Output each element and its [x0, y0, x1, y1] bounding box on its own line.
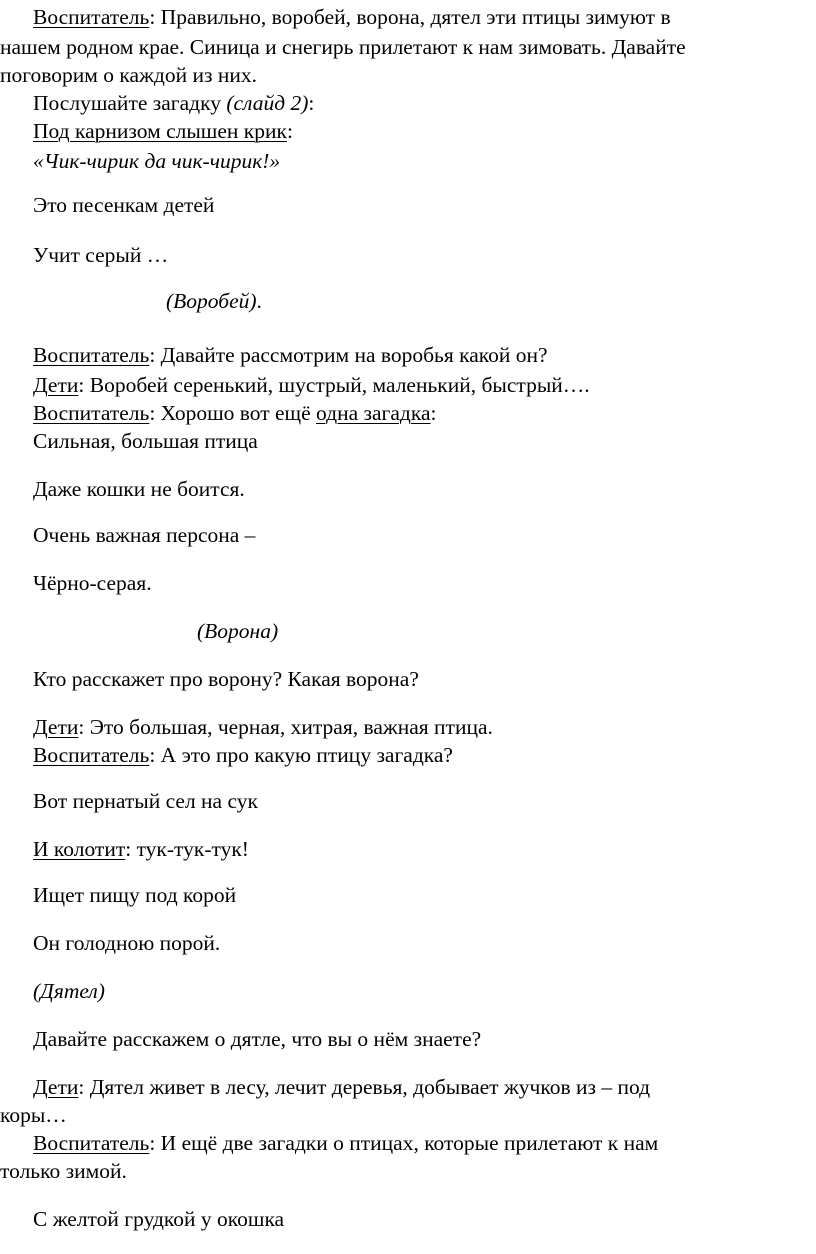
dialogue-line: Воспитатель: А это про какую птицу загадка? [33, 743, 453, 767]
speaker-label: Дети [33, 715, 79, 739]
dialogue-text: : Правильно, воробей, ворона, дятел эти птицы зимуют в [149, 5, 671, 29]
dialogue-continuation: коры… [0, 1103, 67, 1127]
riddle-1-answer: (Воробей). [166, 289, 262, 313]
question-line: Давайте расскажем о дятле, что вы о нём знаете? [33, 1027, 482, 1051]
speaker-label: Дети [33, 1075, 79, 1099]
paragraph-intro-line-1 [33, 4, 671, 30]
riddle-1-line-1: Под карнизом слышен крик: [33, 119, 293, 143]
riddle-1-line-4: Учит серый … [33, 243, 169, 267]
speaker-label: Воспитатель [33, 1131, 150, 1155]
speaker-label: Воспитатель [33, 743, 150, 767]
question-line: Кто расскажет про ворону? Какая ворона? [33, 667, 419, 691]
riddle-3-answer: (Дятел) [33, 979, 105, 1003]
riddle-3-line-3: Ищет пищу под корой [33, 883, 237, 907]
riddle-3-line-1: Вот пернатый сел на сук [33, 789, 258, 813]
dialogue-line: Воспитатель: И ещё две загадки о птицах, которые прилетают к нам [33, 1131, 659, 1155]
paragraph-intro-line-2: нашем родном крае. Синица и снегирь прилетают к нам зимовать. Давайте [0, 35, 686, 59]
riddle-2-line-4: Чёрно-серая. [33, 571, 152, 595]
riddle-2-answer: (Ворона) [197, 619, 279, 643]
riddle-1-line-2: «Чик-чирик да чик-чирик!» [33, 149, 281, 173]
dialogue-line: Воспитатель: Хорошо вот ещё одна загадка: [33, 401, 437, 425]
speaker-label: Воспитатель [33, 5, 150, 29]
dialogue-continuation: только зимой. [0, 1159, 127, 1183]
riddle-2-line-3: Очень важная персона – [33, 523, 256, 547]
riddle-3-line-2: И колотит: тук-тук-тук! [33, 837, 249, 861]
slide-reference: (слайд 2) [226, 91, 309, 115]
riddle-1-line-3: Это песенкам детей [33, 193, 215, 217]
speaker-label: Воспитатель [33, 343, 150, 367]
speaker-label: Воспитатель [33, 401, 150, 425]
riddle-3-line-4: Он голодною порой. [33, 931, 221, 955]
riddle-2-line-1: Сильная, большая птица [33, 429, 258, 453]
riddle-2-line-2: Даже кошки не боится. [33, 477, 245, 501]
dialogue-line: Воспитатель: Давайте рассмотрим на воробья какой он? [33, 343, 548, 367]
speaker-label: Дети [33, 373, 79, 397]
dialogue-line: Дети: Дятел живет в лесу, лечит деревья, добывает жучков из – под [33, 1075, 651, 1099]
dialogue-line: Дети: Это большая, черная, хитрая, важная птица. [33, 715, 493, 739]
riddle-4-line-1: С желтой грудкой у окошка [33, 1207, 285, 1231]
riddle-intro: Послушайте загадку (слайд 2): [33, 91, 315, 115]
paragraph-intro-line-3: поговорим о каждой из них. [0, 63, 258, 87]
dialogue-line: Дети: Воробей серенький, шустрый, маленький, быстрый…. [33, 373, 590, 397]
